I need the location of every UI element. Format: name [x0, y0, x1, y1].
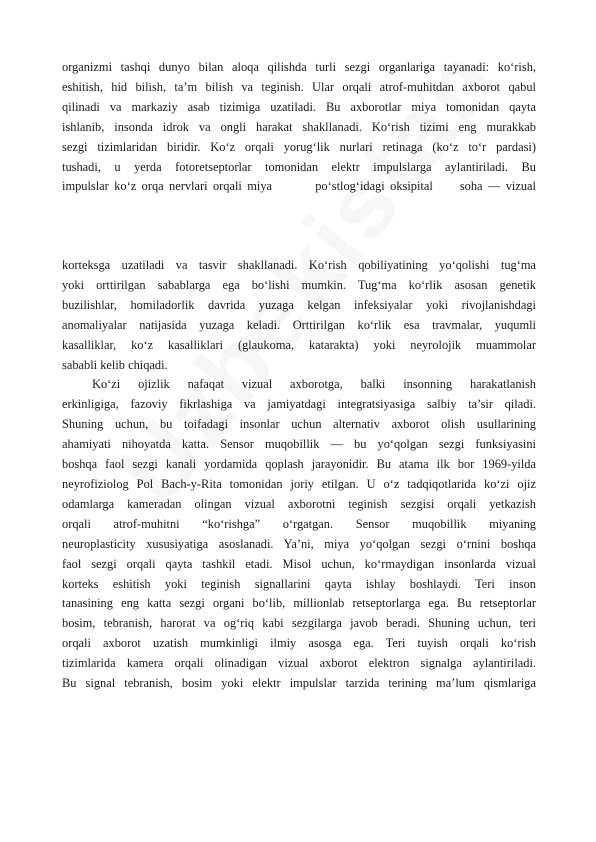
text-line: Shuning uchun, bu toifadagi insonlar uchun alternativ axborot olish usullarining: [62, 417, 536, 432]
text-line: anomaliyalar natijasida yuzaga keladi. Orttirilgan ko‘rlik esa travmalar, yuqumli: [62, 317, 536, 332]
text-line: tanasining eng katta sezgi organi bo‘lib, millionlab retseptorlarga ega. Bu retseptorlar: [62, 596, 536, 611]
text-line: neyrofiziolog Pol Bach-y-Rita tomonidan joriy etilgan. U o‘z tadqiqotlarida ko‘zi ojiz: [62, 476, 536, 491]
text-line: korteks eshitish yoki teginish signallarini qayta ishlay boshlaydi. Teri inson: [62, 576, 536, 591]
text-line: organizmi tashqi dunyo bilan aloqa qilishda turli sezgi organlariga tayanadi: ko‘rish,: [62, 60, 536, 74]
text-line: impulslar ko‘z orqa nervlari orqali miya po‘stlog‘idagi oksipital soha — vizual: [62, 179, 536, 194]
text-line: orqali atrof-muhitni “ko‘rishga” o‘rgatgan. Sensor muqobillik miyaning: [62, 516, 536, 531]
text-line: odamlarga kameradan olingan vizual axborotni teginish sezgisi orqali yetkazish: [62, 496, 536, 511]
text-line: sezgi tizimlaridan biridir. Ko‘z orqali yorug‘lik nurlari retinaga (ko‘z to‘r pardasi): [62, 139, 536, 154]
text-line: bosim, tebranish, harorat va og‘riq kabi sezgilarga javob beradi. Shuning uchun, teri: [62, 616, 536, 631]
text-line: boshqa faol sezgi kanali yordamida qoplash jarayonidir. Bu atama ilk bor 1969-yilda: [62, 457, 536, 472]
text-line: sababli kelib chiqadi.: [62, 357, 168, 372]
text-line: ishlanib, insonda idrok va ongli harakat shakllanadi. Ko‘rish tizimi eng murakkab: [62, 119, 536, 134]
text-block-top: [62, 58, 536, 197]
text-line: Ko‘zi ojizlik nafaqat vizual axborotga, balki insonning harakatlanish: [92, 377, 536, 392]
text-line: buzilishlar, homiladorlik davrida yuzaga kelgan infeksiyalar yoki rivojlanishdagi: [62, 297, 536, 312]
text-block-main: [62, 256, 536, 694]
text-line: tushadi, u yerda fotoretseptorlar tomonidan elektr impulslarga aylantiriladi. Bu: [62, 159, 536, 174]
text-line: kasalliklar, ko‘z kasalliklari (glaukoma, katarakta) yoki neyrolojik muammolar: [62, 337, 536, 352]
text-line: faol sezgi orqali qayta tashkil etadi. Misol uchun, ko‘rmaydigan insonlarda vizual: [62, 556, 536, 571]
text-line: Bu signal tebranish, bosim yoki elektr impulslar tarzida terining ma’lum qismlariga: [62, 676, 536, 691]
text-line: erkinligiga, fazoviy fikrlashiga va jamiyatdagi integratsiyasiga salbiy ta’sir qiladi.: [62, 397, 536, 412]
text-line: eshitish, hid bilish, ta’m bilish va teginish. Ular orqali atrof-muhitdan axborot qabul: [62, 79, 536, 94]
text-line: ahamiyati nihoyatda katta. Sensor muqobillik — bu yo‘qolgan sezgi funksiyasini: [62, 437, 536, 452]
text-line: yoki orttirilgan sabablarga ega bo‘lishi mumkin. Tug‘ma ko‘rlik asosan genetik: [62, 277, 536, 292]
text-line: neuroplasticity xususiyatiga asoslanadi. Ya’ni, miya yo‘qolgan sezgi o‘rnini boshqa: [62, 536, 536, 551]
text-line: tizimlarida kamera orqali olinadigan vizual axborot elektron signalga aylantiriladi.: [62, 656, 536, 671]
text-line: qilinadi va markaziy asab tizimiga uzatiladi. Bu axborotlar miya tomonidan qayta: [62, 99, 536, 114]
text-line: orqali axborot uzatish mumkinligi ilmiy asosga ega. Teri tuyish orqali ko‘rish: [62, 636, 536, 651]
text-line: korteksga uzatiladi va tasvir shakllanadi. Ko‘rish qobiliyatining yo‘qolishi tug‘ma: [62, 258, 536, 272]
